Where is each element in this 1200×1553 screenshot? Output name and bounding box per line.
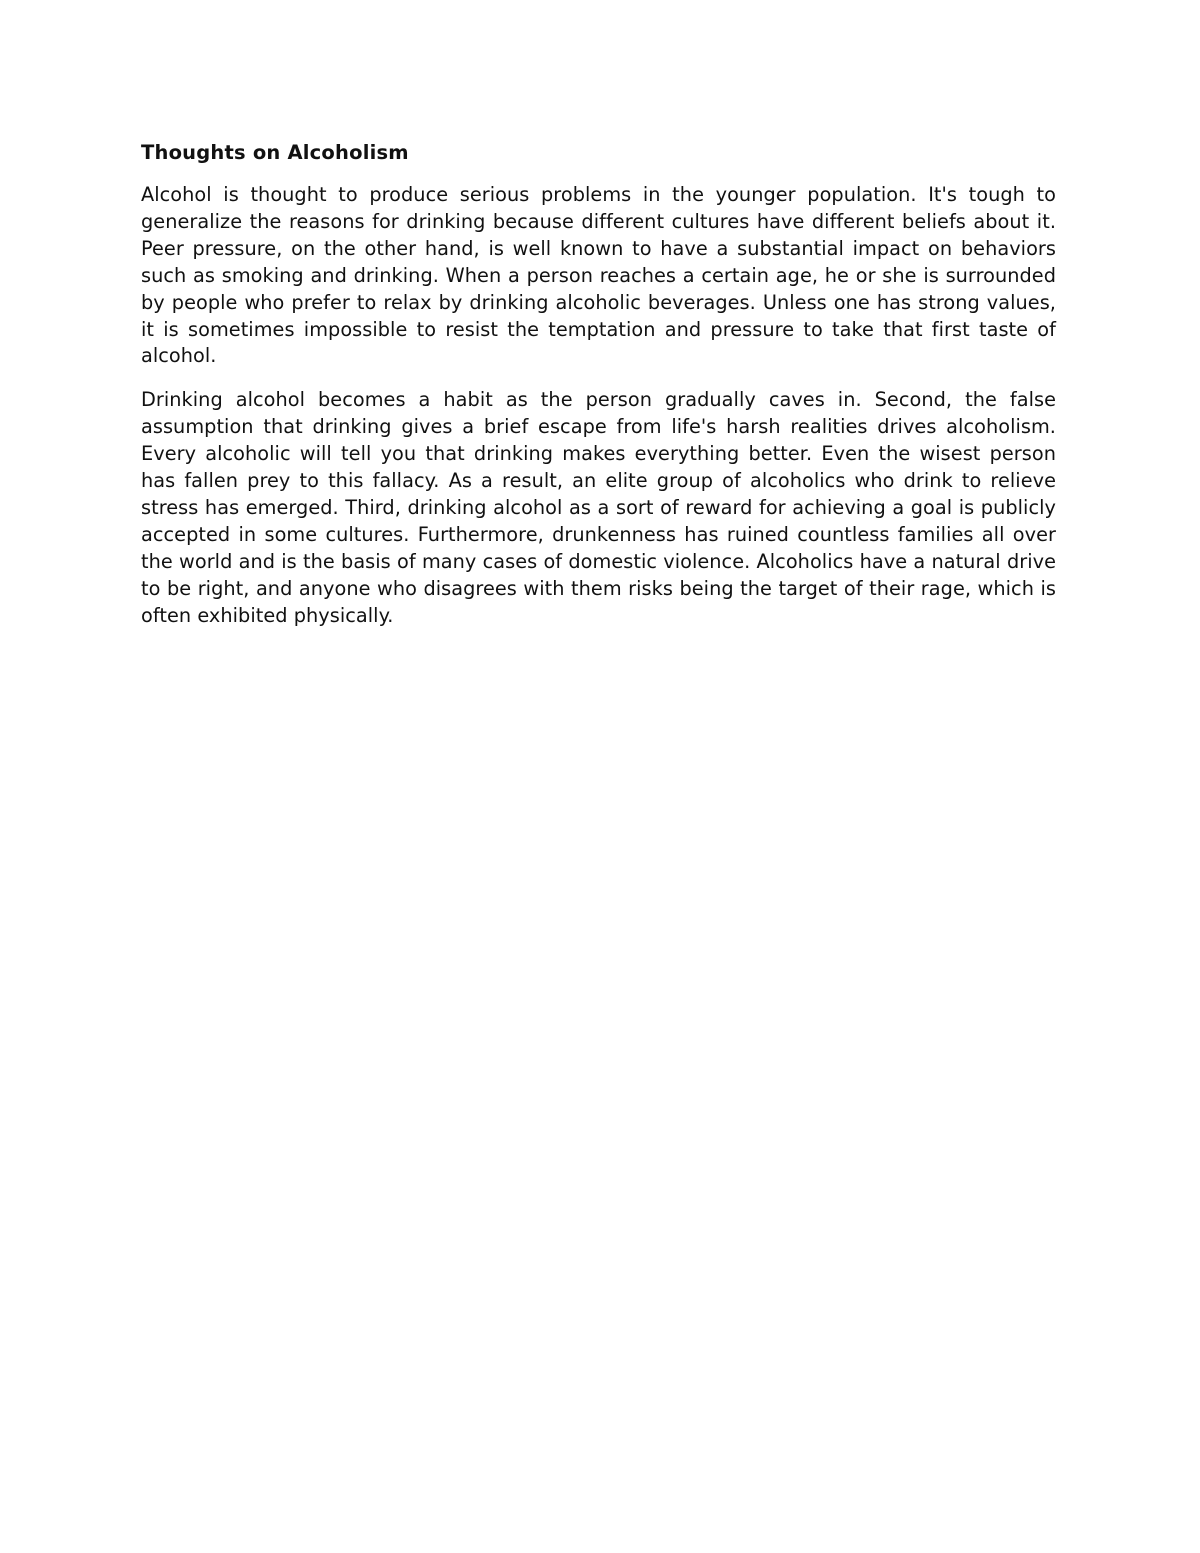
document-body	[141, 138, 1056, 647]
document-title: Thoughts on Alcoholism	[141, 141, 409, 164]
paragraph-1: Alcohol is thought to produce serious problems in the younger population. It's tough to generalize the reasons for drinking because different cultures have different beliefs about it. Peer pressure, on the other hand, is well known to have a substantial impact on behaviors such as smoking and drinking. When a person reaches a certain age, he or she is surrounded by people who prefer to relax by drinking alcoholic beverages. Unless one has strong values, it is sometimes impossible to resist the temptation and pressure to take that first taste of alcohol.	[141, 183, 1056, 368]
paragraph-2: Drinking alcohol becomes a habit as the person gradually caves in. Second, the false assumption that drinking gives a brief escape from life's harsh realities drives alcoholism. Every alcoholic will tell you that drinking makes everything better. Even the wisest person has fallen prey to this fallacy. As a result, an elite group of alcoholics who drink to relieve stress has emerged. Third, drinking alcohol as a sort of reward for achieving a goal is publicly accepted in some cultures. Furthermore, drunkenness has ruined countless families all over the world and is the basis of many cases of domestic violence. Alcoholics have a natural drive to be right, and anyone who disagrees with them risks being the target of their rage, which is often exhibited physically.	[141, 388, 1056, 627]
